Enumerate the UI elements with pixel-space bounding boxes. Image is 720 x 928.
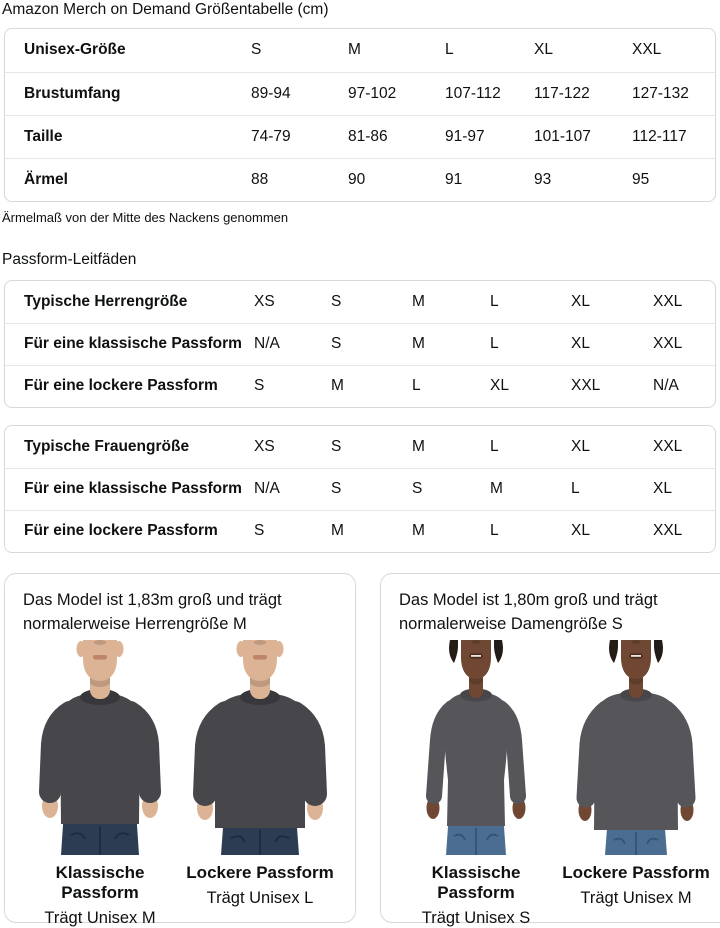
size-cell: 107-112 (445, 72, 534, 115)
table-row (5, 115, 715, 158)
sleeve-measure-note: Ärmelmaß von der Mitte des Nackens genommen (2, 210, 289, 225)
womens-classic-fit-photo (400, 640, 552, 855)
fit-size: Trägt Unisex M (44, 909, 156, 927)
womens-fit-table (4, 425, 716, 553)
table-row (5, 29, 715, 72)
row-label: Für eine lockere Passform (5, 510, 254, 552)
row-label: Brustumfang (5, 72, 251, 115)
table-row (5, 365, 715, 407)
size-cell: L (412, 365, 490, 407)
size-cell: 95 (632, 158, 715, 201)
size-cell: XL (490, 365, 571, 407)
size-cell: L (490, 437, 499, 455)
size-cell: L (490, 510, 571, 552)
size-cell: XL (653, 468, 715, 510)
size-cell: XL (571, 323, 653, 365)
row-label: Ärmel (5, 158, 251, 201)
size-cell: 74-79 (251, 115, 348, 158)
model-photos-row (23, 640, 337, 928)
model-column-classic (399, 640, 553, 928)
size-cell: S (331, 468, 412, 510)
model-column-loose (183, 640, 337, 928)
size-cell: M (490, 468, 571, 510)
size-cell: XS (254, 292, 275, 310)
size-cell: S (331, 292, 342, 310)
size-cell: 90 (348, 158, 445, 201)
fit-title: Klassische Passform (55, 863, 145, 902)
model-column-loose (559, 640, 713, 928)
table-row (5, 158, 715, 201)
size-cell: XXL (653, 323, 715, 365)
size-cell: XXL (653, 292, 683, 310)
table-row (5, 510, 715, 552)
size-cell: M (412, 437, 425, 455)
size-cell: 89-94 (251, 72, 348, 115)
size-cell: L (571, 468, 653, 510)
table-row (5, 426, 715, 468)
size-cell: N/A (653, 365, 715, 407)
size-cell: 117-122 (534, 72, 632, 115)
row-label: Für eine klassische Passform (5, 468, 254, 510)
mens-loose-fit-photo (184, 640, 336, 855)
model-photos-row (399, 640, 713, 928)
size-cell: M (348, 41, 361, 59)
model-column-classic (23, 640, 177, 928)
model-cards-row (4, 573, 716, 927)
row-label: Unisex-Größe (24, 41, 126, 59)
row-label: Für eine klassische Passform (5, 323, 254, 365)
size-cell: M (412, 323, 490, 365)
size-cell: XXL (571, 365, 653, 407)
size-cell: L (445, 41, 454, 59)
womens-model-card (380, 573, 720, 927)
fit-size: Trägt Unisex M (580, 889, 692, 907)
row-label: Typische Herrengröße (24, 292, 188, 310)
size-cell: S (254, 510, 331, 552)
row-label: Typische Frauengröße (24, 437, 190, 455)
size-cell: XXL (653, 510, 715, 552)
model-description: Das Model ist 1,83m groß und trägt normalerweise Herrengröße M (23, 591, 282, 633)
size-cell: M (412, 292, 425, 310)
row-label: Für eine lockere Passform (5, 365, 254, 407)
size-cell: S (331, 323, 412, 365)
size-cell: M (412, 510, 490, 552)
size-cell: 97-102 (348, 72, 445, 115)
size-cell: 91 (445, 158, 534, 201)
size-cell: XL (571, 510, 653, 552)
size-cell: 93 (534, 158, 632, 201)
size-cell: 91-97 (445, 115, 534, 158)
page-title: Amazon Merch on Demand Größentabelle (cm) (2, 1, 329, 18)
fit-size: Trägt Unisex S (421, 909, 531, 927)
mens-fit-table (4, 280, 716, 408)
unisex-size-table (4, 28, 716, 202)
mens-classic-fit-photo (24, 640, 176, 855)
size-cell: 127-132 (632, 72, 715, 115)
size-cell: S (251, 41, 262, 59)
fit-size: Trägt Unisex L (206, 889, 314, 907)
size-cell: N/A (254, 323, 331, 365)
table-row (5, 468, 715, 510)
size-cell: L (490, 323, 571, 365)
size-cell: XL (571, 292, 590, 310)
size-cell: XXL (653, 437, 683, 455)
size-cell: XS (254, 437, 275, 455)
size-cell: M (331, 510, 412, 552)
size-cell: N/A (254, 468, 331, 510)
model-description: Das Model ist 1,80m groß und trägt normalerweise Damengröße S (399, 591, 658, 633)
fit-title: Lockere Passform (186, 863, 334, 882)
row-label: Taille (5, 115, 251, 158)
size-cell: XXL (632, 41, 662, 59)
size-cell: S (412, 468, 490, 510)
size-cell: S (254, 365, 331, 407)
fit-guides-heading: Passform-Leitfäden (2, 251, 137, 268)
fit-title: Lockere Passform (562, 863, 710, 882)
size-cell: XL (534, 41, 553, 59)
size-cell: M (331, 365, 412, 407)
womens-loose-fit-photo (560, 640, 712, 855)
mens-model-card (4, 573, 356, 927)
table-row (5, 281, 715, 323)
table-row (5, 72, 715, 115)
fit-title: Klassische Passform (431, 863, 521, 902)
size-cell: XL (571, 437, 590, 455)
size-cell: 88 (251, 158, 348, 201)
size-cell: 112-117 (632, 115, 715, 158)
table-row (5, 323, 715, 365)
size-cell: 101-107 (534, 115, 632, 158)
size-cell: 81-86 (348, 115, 445, 158)
size-cell: L (490, 292, 499, 310)
size-cell: S (331, 437, 342, 455)
